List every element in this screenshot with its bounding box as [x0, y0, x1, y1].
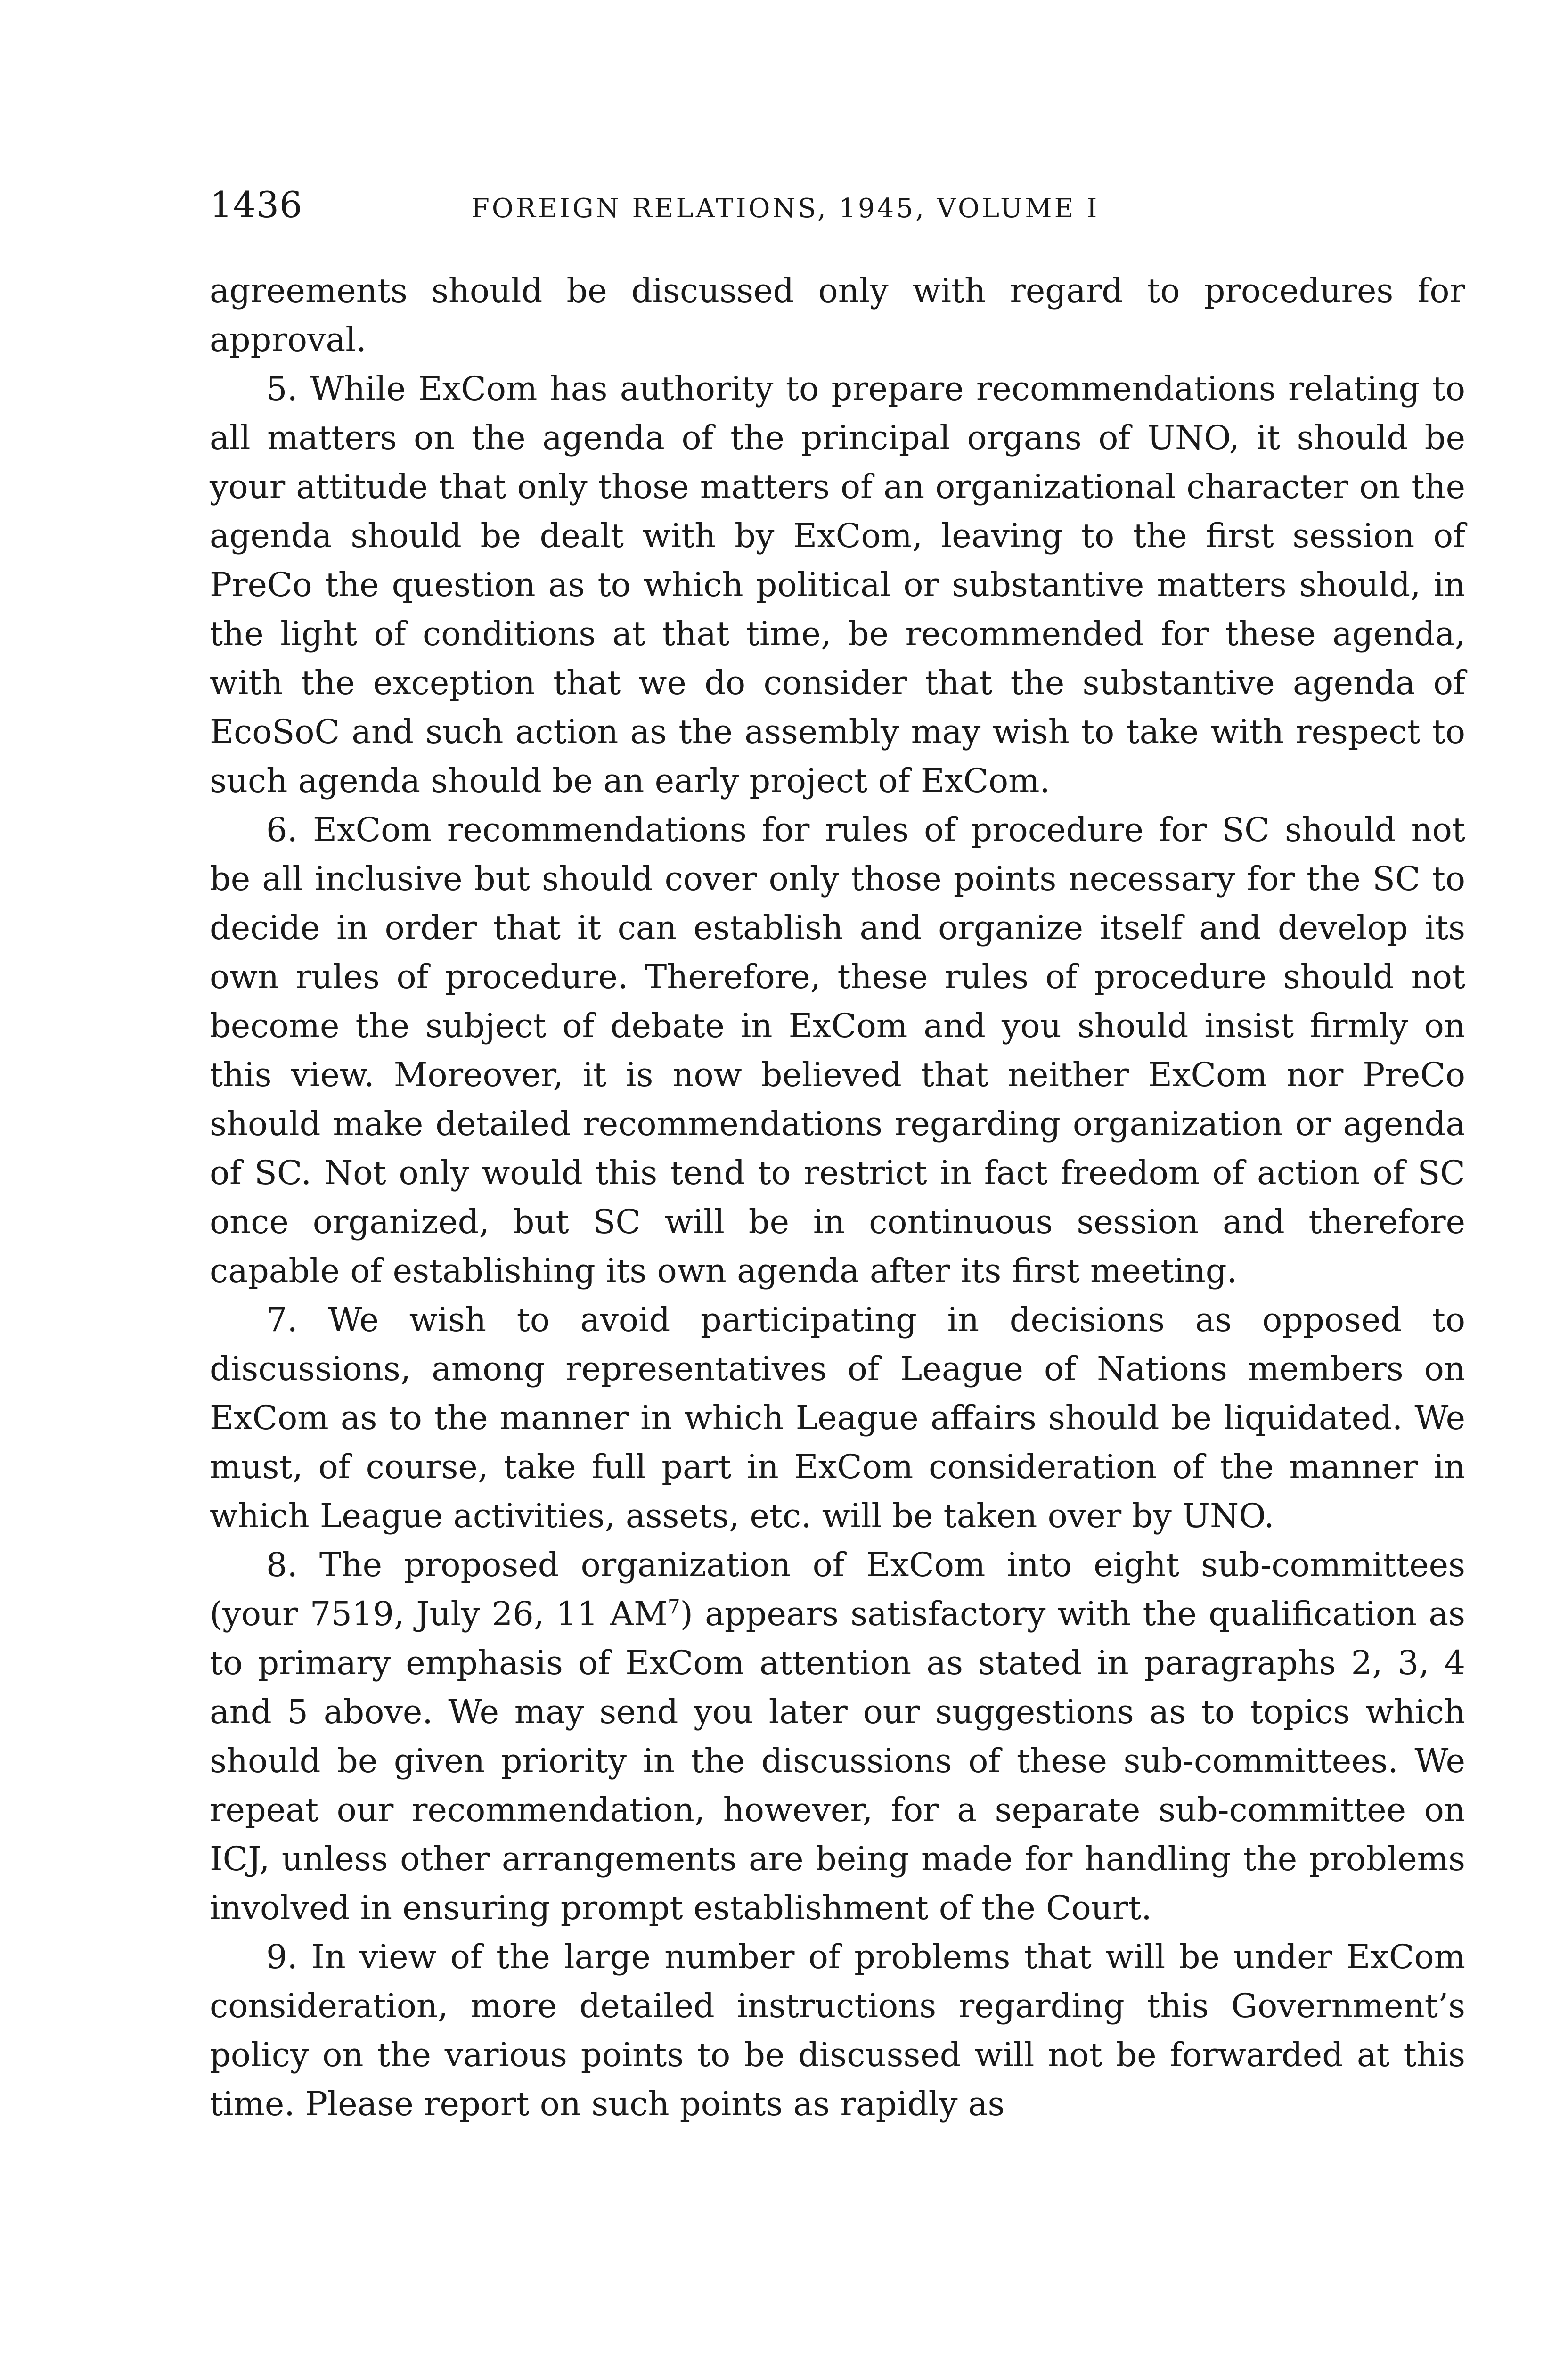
running-title: FOREIGN RELATIONS, 1945, VOLUME I: [471, 193, 1100, 224]
paragraph-6: 6. ExCom recommendations for rules of procedure for SC should not be all inclusive but should cover only those points necessary for the SC to decide in order that it can establish and organize itself and develop its own rules of procedure. Therefore, these rules of procedure should not become the subject of debate in ExCom and you should insist firmly on this view. Moreover, it is now believed that neither ExCom nor PreCo should make detailed recommendations regarding organization or agenda of SC. Not only would this tend to restrict in fact freedom of action of SC once organized, but SC will be in continuous session and therefore capable of establishing its own agenda after its first meeting.: [210, 810, 1465, 1290]
body-text: [210, 266, 1465, 2128]
running-head: [210, 184, 1465, 240]
page-number: 1436: [210, 184, 303, 226]
paragraph-8-text-after: ) appears satisfactory with the qualification as to primary emphasis of ExCom attention as stated in paragraphs 2, 3, 4 and 5 above. We may send you later our suggestions as to topics which should be given priority in the discussions of these sub-committees. We repeat our recommendation, however, for a separate sub-committee on ICJ, unless other arrangements are being made for handling the problems involved in ensuring prompt establishment of the Court.: [210, 1595, 1465, 1927]
paragraph-9: 9. In view of the large number of problems that will be under ExCom consideration, more detailed instructions regarding this Government’s policy on the various points to be discussed will not be forwarded at this time. Please report on such points as rapidly as: [210, 1938, 1465, 2123]
document-page: [210, 184, 1465, 2123]
footnote-reference: 7: [667, 1595, 680, 1619]
paragraph-continuation: agreements should be discussed only with regard to procedures for approval.: [210, 271, 1465, 359]
paragraph-8: [210, 1540, 1465, 1932]
paragraph-8-text-before: 8. The proposed organization of ExCom into eight sub-committees (your 7519, July 26, 11 AM: [210, 1546, 1465, 1633]
paragraph-7: 7. We wish to avoid participating in decisions as opposed to discussions, among representatives of League of Nations members on ExCom as to the manner in which League affairs should be liquidated. We must, of course, take full part in ExCom consideration of the manner in which League activities, assets, etc. will be taken over by UNO.: [210, 1301, 1465, 1535]
paragraph-5: 5. While ExCom has authority to prepare recommendations relating to all matters on the agenda of the principal organs of UNO, it should be your attitude that only those matters of an organizational character on the agenda should be dealt with by ExCom, leaving to the first session of PreCo the question as to which political or substantive matters should, in the light of conditions at that time, be recommended for these agenda, with the exception that we do consider that the substantive agenda of EcoSoC and such action as the assembly may wish to take with respect to such agenda should be an early project of ExCom.: [210, 369, 1465, 800]
